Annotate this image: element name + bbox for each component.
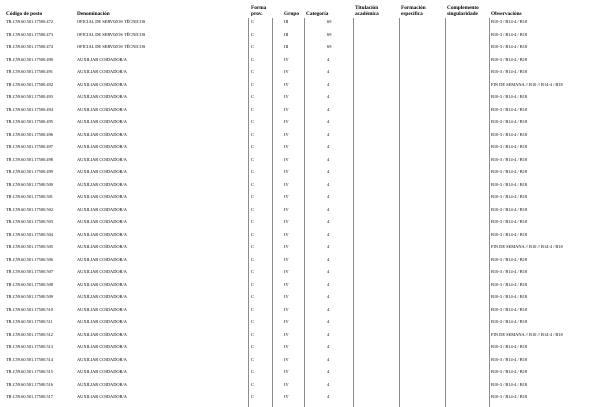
posto-observacions: B10-3 / B14-4 / B18 xyxy=(491,144,528,149)
posto-denominacion: AUXILIAR COIDADOR/A xyxy=(77,306,127,312)
posto-denominacion: AUXILIAR COIDADOR/A xyxy=(77,244,127,249)
posto-denominacion: AUXILIAR COIDADOR/A xyxy=(77,369,127,374)
header-codigo: Código de posto xyxy=(6,11,43,17)
posto-categoria: 4 xyxy=(327,169,330,174)
posto-grupo: IV xyxy=(284,181,289,187)
table-row xyxy=(0,82,614,95)
posto-grupo: IV xyxy=(284,169,289,174)
header-forma-prov: Forma prov. xyxy=(251,5,267,17)
table-row xyxy=(0,94,614,107)
posto-observacions: B10-3 / B14-4 / B18 xyxy=(491,369,528,374)
posto-categoria: 4 xyxy=(327,331,330,337)
posto-denominacion: OFICIAL DE SERVIZOS TÉCNICOS xyxy=(77,19,146,24)
posto-forma-prov: C xyxy=(251,94,254,99)
posto-grupo: IV xyxy=(284,144,289,149)
posto-code: TR.C59.60.501.17500.510 xyxy=(6,306,53,312)
posto-grupo: IV xyxy=(284,294,289,299)
posto-forma-prov: C xyxy=(251,256,254,262)
posto-code: TR.C59.60.501.17500.490 xyxy=(6,56,53,62)
posto-categoria: 4 xyxy=(327,94,330,99)
posto-categoria: 4 xyxy=(327,131,330,137)
posto-forma-prov: C xyxy=(251,131,254,137)
posto-code: TR.C59.60.501.17500.514 xyxy=(6,356,53,362)
posto-denominacion: AUXILIAR COIDADOR/A xyxy=(77,94,127,99)
posto-forma-prov: C xyxy=(251,231,254,237)
posto-code: TR.C59.60.501.17500.492 xyxy=(6,81,53,87)
posto-denominacion: AUXILIAR COIDADOR/A xyxy=(77,344,127,349)
table-row xyxy=(0,319,614,332)
posto-denominacion: AUXILIAR COIDADOR/A xyxy=(77,256,127,262)
posto-code: TR.C59.60.501.17500.515 xyxy=(6,369,53,374)
table-row xyxy=(0,394,614,407)
posto-forma-prov: C xyxy=(251,31,254,37)
posto-forma-prov: C xyxy=(251,56,254,62)
posto-observacions: B10-3 / B14-4 / B18 xyxy=(491,94,528,99)
posto-forma-prov: C xyxy=(251,294,254,299)
posto-grupo: IV xyxy=(284,94,289,99)
posto-code: TR.C59.60.501.17500.499 xyxy=(6,169,53,174)
table-row xyxy=(0,232,614,245)
table-row xyxy=(0,257,614,270)
posto-categoria: 4 xyxy=(327,194,330,199)
table-row xyxy=(0,44,614,57)
posto-denominacion: AUXILIAR COIDADOR/A xyxy=(77,381,127,387)
posto-observacions: B10-3 / B14-4 / B18 xyxy=(491,256,528,262)
posto-forma-prov: C xyxy=(251,156,254,162)
posto-code: TR.C59.60.501.17500.498 xyxy=(6,156,53,162)
posto-categoria: 4 xyxy=(327,69,330,74)
posto-code: TR.C59.60.501.17500.505 xyxy=(6,244,53,249)
table-row xyxy=(0,19,614,32)
header-denominacion: Denominación xyxy=(77,11,110,17)
posto-categoria: 4 xyxy=(327,181,330,187)
posto-denominacion: AUXILIAR COIDADOR/A xyxy=(77,281,127,287)
table-row xyxy=(0,182,614,195)
header-complemento: Complemento singularidade xyxy=(447,5,479,17)
posto-forma-prov: C xyxy=(251,44,254,49)
posto-observacions: B10-3 / B14-4 / B18 xyxy=(491,19,528,24)
posto-denominacion: AUXILIAR COIDADOR/A xyxy=(77,119,127,124)
posto-observacions: B10-3 / B14-4 / B18 xyxy=(491,381,528,387)
posto-code: TR.C59.60.501.17500.495 xyxy=(6,119,53,124)
posto-denominacion: AUXILIAR COIDADOR/A xyxy=(77,81,127,87)
posto-forma-prov: C xyxy=(251,194,254,199)
posto-forma-prov: C xyxy=(251,331,254,337)
posto-forma-prov: C xyxy=(251,181,254,187)
posto-code: TR.C59.60.501.17500.513 xyxy=(6,344,53,349)
posto-categoria: 4 xyxy=(327,306,330,312)
posto-denominacion: OFICIAL DE SERVIZOS TÉCNICOS xyxy=(77,44,146,49)
posto-forma-prov: C xyxy=(251,206,254,212)
posto-code: TR.C59.60.501.17500.502 xyxy=(6,206,53,212)
posto-code: TR.C59.60.501.17500.506 xyxy=(6,256,53,262)
posto-denominacion: AUXILIAR COIDADOR/A xyxy=(77,69,127,74)
table-row xyxy=(0,69,614,82)
posto-denominacion: AUXILIAR COIDADOR/A xyxy=(77,56,127,62)
posto-grupo: IV xyxy=(284,156,289,162)
posto-observacions: B10-3 / B14-4 / B18 xyxy=(491,269,528,274)
table-row xyxy=(0,132,614,145)
posto-denominacion: AUXILIAR COIDADOR/A xyxy=(77,231,127,237)
posto-grupo: IV xyxy=(284,369,289,374)
posto-categoria: 4 xyxy=(327,219,330,224)
posto-denominacion: AUXILIAR COIDADOR/A xyxy=(77,181,127,187)
table-row xyxy=(0,244,614,257)
posto-forma-prov: C xyxy=(251,144,254,149)
posto-observacions: B10-3 / B14-4 / B18 xyxy=(491,106,528,112)
posto-denominacion: AUXILIAR COIDADOR/A xyxy=(77,131,127,137)
posto-observacions: B10-3 / B14-4 / B18 xyxy=(491,194,528,199)
posto-denominacion: AUXILIAR COIDADOR/A xyxy=(77,169,127,174)
posto-observacions: B10-3 / B14-4 / B18 xyxy=(491,69,528,74)
table-row xyxy=(0,219,614,232)
posto-categoria: 4 xyxy=(327,144,330,149)
posto-code: TR.C59.60.501.17500.517 xyxy=(6,394,53,399)
table-row xyxy=(0,57,614,70)
posto-grupo: IV xyxy=(284,306,289,312)
posto-denominacion: AUXILIAR COIDADOR/A xyxy=(77,394,127,399)
posto-observacions: B10-3 / B14-4 / B18 xyxy=(491,181,528,187)
posto-forma-prov: C xyxy=(251,119,254,124)
posto-categoria: 4 xyxy=(327,369,330,374)
posto-grupo: IV xyxy=(284,319,289,324)
table-row xyxy=(0,307,614,320)
posto-forma-prov: C xyxy=(251,369,254,374)
posto-code: TR.C59.60.501.17500.493 xyxy=(6,94,53,99)
posto-grupo: IV xyxy=(284,119,289,124)
posto-code: TR.C59.60.501.17500.501 xyxy=(6,194,53,199)
table-row xyxy=(0,382,614,395)
posto-code: TR.C59.60.501.17500.516 xyxy=(6,381,53,387)
posto-forma-prov: C xyxy=(251,344,254,349)
posto-categoria: 4 xyxy=(327,381,330,387)
posto-categoria: 4 xyxy=(327,356,330,362)
posto-observacions: B10-3 / B14-4 / B18 xyxy=(491,394,528,399)
posto-observacions: B10-3 / B14-4 / B18 xyxy=(491,169,528,174)
posto-categoria: 4 xyxy=(327,319,330,324)
posto-categoria: 4 xyxy=(327,294,330,299)
table-row xyxy=(0,357,614,370)
table-row xyxy=(0,332,614,345)
posto-code: TR.C59.60.501.17500.512 xyxy=(6,331,53,337)
posto-categoria: 4 xyxy=(327,156,330,162)
posto-observacions: B10-3 / B14-4 / B18 xyxy=(491,219,528,224)
table-row xyxy=(0,194,614,207)
posto-observacions: B10-3 / B14-4 / B18 xyxy=(491,281,528,287)
posto-code: TR.C59.60.501.17500.494 xyxy=(6,106,53,112)
posto-grupo: III xyxy=(284,44,289,49)
header-grupo: Grupo xyxy=(284,11,300,17)
posto-observacions: B10-3 / B14-4 / B18 xyxy=(491,319,528,324)
posto-forma-prov: C xyxy=(251,219,254,224)
posto-grupo: IV xyxy=(284,244,289,249)
posto-observacions: B10-3 / B14-4 / B18 xyxy=(491,356,528,362)
posto-observacions: B10-3 / B14-4 / B18 xyxy=(491,206,528,212)
posto-code: TR.C59.60.501.17500.508 xyxy=(6,281,53,287)
posto-grupo: IV xyxy=(284,356,289,362)
posto-code: TR.C59.60.501.17500.500 xyxy=(6,181,53,187)
posto-forma-prov: C xyxy=(251,281,254,287)
posto-grupo: IV xyxy=(284,206,289,212)
posto-categoria: 69 xyxy=(327,31,332,37)
posto-grupo: IV xyxy=(284,219,289,224)
posto-categoria: 4 xyxy=(327,394,330,399)
posto-denominacion: AUXILIAR COIDADOR/A xyxy=(77,294,127,299)
posto-observacions: B10-3 / B14-4 / B18 xyxy=(491,231,528,237)
posto-code: TR.C59.60.501.17500.496 xyxy=(6,131,53,137)
posto-forma-prov: C xyxy=(251,69,254,74)
posto-forma-prov: C xyxy=(251,106,254,112)
posto-forma-prov: C xyxy=(251,81,254,87)
posto-forma-prov: C xyxy=(251,244,254,249)
posto-categoria: 4 xyxy=(327,269,330,274)
table-row xyxy=(0,119,614,132)
posto-grupo: III xyxy=(284,31,289,37)
posto-denominacion: AUXILIAR COIDADOR/A xyxy=(77,144,127,149)
posto-observacions: B10-3 / B14-4 / B18 xyxy=(491,344,528,349)
posto-observacions: FIN DE SEMANA // B10 // B14-4 / B18 xyxy=(491,81,563,87)
table-row xyxy=(0,269,614,282)
table-row xyxy=(0,107,614,120)
posto-grupo: IV xyxy=(284,106,289,112)
posto-forma-prov: C xyxy=(251,394,254,399)
posto-categoria: 4 xyxy=(327,119,330,124)
posto-code: TR.C59.60.501.17500.504 xyxy=(6,231,53,237)
posto-observacions: B10-3 / B14-4 / B18 xyxy=(491,156,528,162)
posto-grupo: IV xyxy=(284,194,289,199)
posto-grupo: IV xyxy=(284,81,289,87)
posto-categoria: 4 xyxy=(327,244,330,249)
posto-observacions: B10-3 / B14-4 / B18 xyxy=(491,119,528,124)
posto-grupo: IV xyxy=(284,394,289,399)
posto-categoria: 4 xyxy=(327,106,330,112)
posto-grupo: IV xyxy=(284,69,289,74)
posto-observacions: B10-3 / B14-4 / B18 xyxy=(491,131,528,137)
posto-observacions: B10-3 / B14-4 / B18 xyxy=(491,44,528,49)
posto-code: TR.C59.60.501.17500.511 xyxy=(6,319,53,324)
posto-forma-prov: C xyxy=(251,269,254,274)
posto-denominacion: AUXILIAR COIDADOR/A xyxy=(77,156,127,162)
posto-categoria: 69 xyxy=(327,44,332,49)
posto-categoria: 69 xyxy=(327,19,332,24)
posto-grupo: IV xyxy=(284,256,289,262)
posto-denominacion: AUXILIAR COIDADOR/A xyxy=(77,331,127,337)
posto-observacions: B10-3 / B14-4 / B18 xyxy=(491,306,528,312)
posto-categoria: 4 xyxy=(327,231,330,237)
header-titulacion: Titulación académica xyxy=(355,5,379,17)
posto-denominacion: AUXILIAR COIDADOR/A xyxy=(77,219,127,224)
table-row xyxy=(0,157,614,170)
header-formacion: Formación específica xyxy=(401,5,426,17)
posto-categoria: 4 xyxy=(327,56,330,62)
posto-observacions: B10-3 / B14-4 / B18 xyxy=(491,56,528,62)
posto-categoria: 4 xyxy=(327,206,330,212)
table-row xyxy=(0,344,614,357)
posto-grupo: IV xyxy=(284,331,289,337)
table-row xyxy=(0,169,614,182)
posto-observacions: FIN DE SEMANA // B10 // B14-4 / B18 xyxy=(491,244,563,249)
posto-categoria: 4 xyxy=(327,281,330,287)
posto-denominacion: OFICIAL DE SERVIZOS TÉCNICOS xyxy=(77,31,146,37)
posto-code: TR.C59.60.501.17500.503 xyxy=(6,219,53,224)
posto-categoria: 4 xyxy=(327,344,330,349)
posto-code: TR.C59.60.501.17500.509 xyxy=(6,294,53,299)
posto-code: TR.C59.60.501.17500.507 xyxy=(6,269,53,274)
posto-denominacion: AUXILIAR COIDADOR/A xyxy=(77,269,127,274)
posto-code: TR.C59.60.501.17500.472 xyxy=(6,19,53,24)
posto-grupo: IV xyxy=(284,131,289,137)
posto-forma-prov: C xyxy=(251,319,254,324)
table-row xyxy=(0,207,614,220)
header-categoria: Categoría xyxy=(306,11,329,17)
posto-denominacion: AUXILIAR COIDADOR/A xyxy=(77,319,127,324)
table-row xyxy=(0,369,614,382)
header-observacions: Observacións xyxy=(491,11,522,17)
posto-categoria: 4 xyxy=(327,256,330,262)
posto-forma-prov: C xyxy=(251,169,254,174)
table-row xyxy=(0,32,614,45)
posto-observacions: FIN DE SEMANA // B10 // B14-4 / B18 xyxy=(491,331,563,337)
posto-code: TR.C59.60.501.17500.474 xyxy=(6,44,53,49)
posto-observacions: B10-3 / B14-4 / B18 xyxy=(491,294,528,299)
table-row xyxy=(0,282,614,295)
posto-forma-prov: C xyxy=(251,19,254,24)
table-row xyxy=(0,294,614,307)
posto-denominacion: AUXILIAR COIDADOR/A xyxy=(77,194,127,199)
posto-grupo: IV xyxy=(284,381,289,387)
posto-categoria: 4 xyxy=(327,81,330,87)
posto-grupo: III xyxy=(284,19,289,24)
posto-forma-prov: C xyxy=(251,381,254,387)
posto-forma-prov: C xyxy=(251,306,254,312)
posto-denominacion: AUXILIAR COIDADOR/A xyxy=(77,106,127,112)
posto-grupo: IV xyxy=(284,269,289,274)
posto-grupo: IV xyxy=(284,231,289,237)
posto-grupo: IV xyxy=(284,281,289,287)
posto-code: TR.C59.60.501.17500.497 xyxy=(6,144,53,149)
posto-code: TR.C59.60.501.17500.473 xyxy=(6,31,53,37)
table-row xyxy=(0,144,614,157)
posto-denominacion: AUXILIAR COIDADOR/A xyxy=(77,206,127,212)
posto-forma-prov: C xyxy=(251,356,254,362)
posto-code: TR.C59.60.501.17500.491 xyxy=(6,69,53,74)
posto-observacions: B10-3 / B14-4 / B18 xyxy=(491,31,528,37)
posto-grupo: IV xyxy=(284,56,289,62)
posto-grupo: IV xyxy=(284,344,289,349)
posto-denominacion: AUXILIAR COIDADOR/A xyxy=(77,356,127,362)
